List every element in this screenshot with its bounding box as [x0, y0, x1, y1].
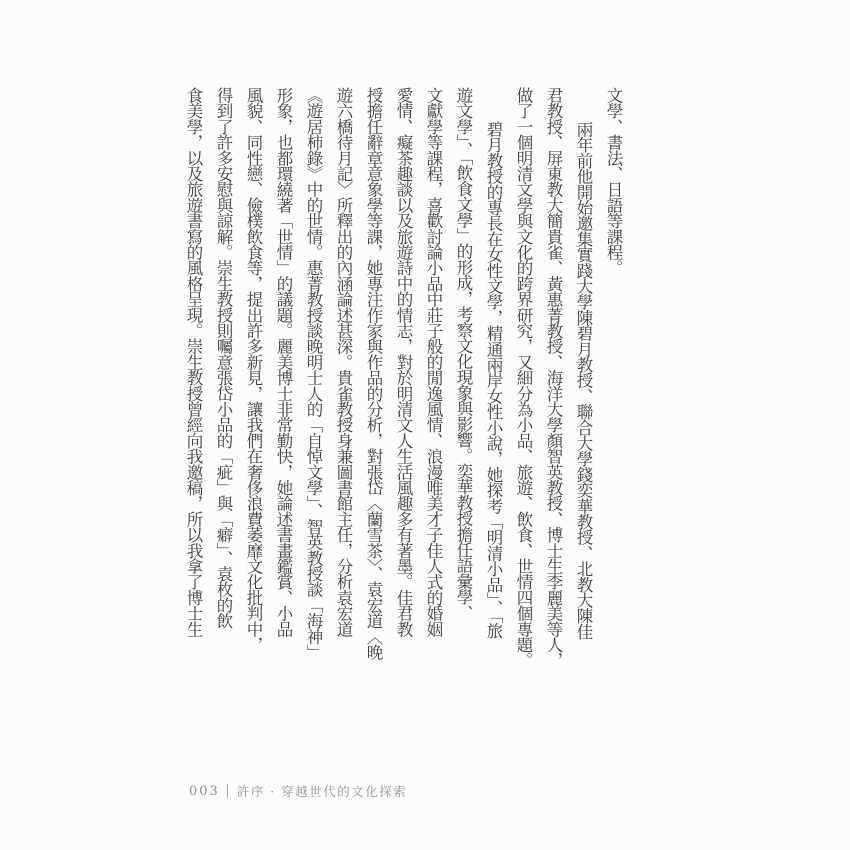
text-column: 君教授、屏東教大簡貴雀、黃惠菁教授、海洋大學顏智英教授、博士生李麗美等人，	[544, 87, 563, 668]
text-column: 文學、書法、日語等課程。	[604, 87, 623, 276]
text-column: 遊文學」、「飲食文學」的形成，考察文化現象與影響。奕華教授擔任語彙學、	[454, 87, 473, 621]
text-column: 文獻學等課程，喜歡討論小品中莊子般的閒逸風情、浪漫唯美才子佳人式的婚姻	[424, 87, 443, 637]
text-column: 風貌、同性戀、儉樸飲食等，提出許多新見，讓我們在奢侈浪費萎靡文化批判中，	[244, 87, 263, 653]
text-column: 形象，也都環繞著「世情」的議題。麗美博士非常勤快，她論述書畫鑑賞、小品	[274, 87, 293, 637]
text-column: 得到了許多安慰與諒解。崇生教授則囑意張岱小品的「疵」與「癖」、袁枚的飲	[214, 87, 233, 629]
text-column: 《遊居柿錄》中的世情。惠菁教授談晚明士人的「自悼文學」、智英教授談「海神」	[304, 87, 323, 660]
section-title: 許序 · 穿越世代的文化探索	[236, 784, 408, 799]
page-footer	[189, 782, 407, 800]
footer-divider	[227, 784, 228, 798]
text-column: 兩年前他開始邀集實踐大學陳碧月教授、聯合大學錢奕華教授、北教大陳佳	[574, 121, 593, 640]
page-number: 003	[189, 783, 220, 799]
text-column: 做了一個明清文學與文化的跨界研究，又細分為小品、旅遊、飲食、世情四個專題。	[514, 87, 533, 668]
vertical-text-block	[178, 87, 628, 692]
text-column: 授擔任辭章意象學等課，她專注作家與作品的分析，對張岱〈蘭雪茶〉、袁宏道〈晚	[364, 87, 383, 660]
text-column: 愛情、癡茶趣談以及旅遊詩中的情志，對於明清文人生活風趣多有著墨。佳君教	[394, 87, 413, 637]
text-column: 遊六橋待月記〉所釋出的內涵論述甚深。貴雀教授身兼圖書館主任，分析袁宏道	[334, 87, 353, 637]
text-column: 食美學，以及旅遊書寫的風格呈現。崇生教授曾經向我邀稿，所以我拿了博士生	[184, 87, 203, 637]
text-column: 碧月教授的專長在女性文學，精通兩岸女性小說，她探考「明清小品」、「旅	[484, 121, 503, 639]
